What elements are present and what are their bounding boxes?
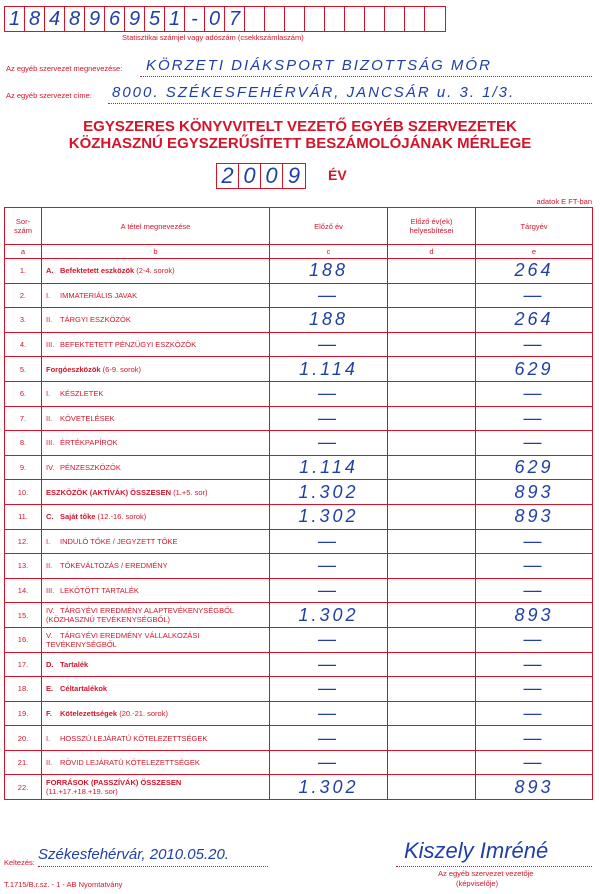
row-label-cell bbox=[42, 775, 270, 800]
row-label: FORRÁSOK (PASSZÍVÁK) ÖSSZESEN bbox=[46, 778, 182, 788]
row-label-cell bbox=[42, 259, 270, 284]
row-suffix: (20.-21. sorok) bbox=[117, 708, 168, 718]
row-prefix: II. bbox=[46, 315, 53, 325]
row-label-cell bbox=[42, 406, 270, 431]
row-number: 18. bbox=[5, 677, 42, 702]
row-prefix: IV. bbox=[46, 463, 55, 473]
stat-digit-box[interactable]: 7 bbox=[225, 7, 245, 31]
stat-digit-box[interactable] bbox=[265, 7, 285, 31]
stat-digit-box[interactable]: 9 bbox=[85, 7, 105, 31]
table-row bbox=[5, 554, 593, 579]
table-row bbox=[5, 529, 593, 554]
row-label-cell bbox=[42, 652, 270, 677]
row-number: 5. bbox=[5, 357, 42, 382]
value-cell-adj[interactable] bbox=[388, 701, 476, 726]
stat-digit-box[interactable]: 9 bbox=[125, 7, 145, 31]
row-number: 11. bbox=[5, 504, 42, 529]
row-label-cell bbox=[42, 529, 270, 554]
row-label: HOSSZÚ LEJÁRATÚ KÖTELEZETTSÉGEK bbox=[60, 733, 208, 743]
row-number: 20. bbox=[5, 726, 42, 751]
date-label: Keltezés: bbox=[4, 858, 35, 867]
row-number: 10. bbox=[5, 480, 42, 505]
table-row bbox=[5, 406, 593, 431]
value-cell-cur[interactable]: — bbox=[476, 381, 593, 406]
table-row bbox=[5, 578, 593, 603]
row-prefix: V. bbox=[46, 630, 53, 640]
table-row bbox=[5, 480, 593, 505]
row-label: KÖVETELÉSEK bbox=[60, 413, 115, 423]
value-cell-cur[interactable]: 893 bbox=[476, 480, 593, 505]
row-number: 14. bbox=[5, 578, 42, 603]
row-label: KÉSZLETEK bbox=[60, 389, 104, 399]
value-cell-cur[interactable]: 893 bbox=[476, 504, 593, 529]
value-cell-prev[interactable]: — bbox=[270, 431, 388, 456]
row-number: 7. bbox=[5, 406, 42, 431]
form-title-line1: EGYSZERES KÖNYVVITELT VEZETŐ EGYÉB SZERVEZETEK bbox=[83, 118, 517, 135]
value-cell-prev[interactable]: — bbox=[270, 750, 388, 775]
table-row bbox=[5, 726, 593, 751]
row-label-cell bbox=[42, 381, 270, 406]
header-current-year: Tárgyév bbox=[476, 208, 593, 245]
date-value[interactable]: Székesfehérvár, 2010.05.20. bbox=[38, 846, 229, 863]
value-cell-cur[interactable]: — bbox=[476, 406, 593, 431]
header-prev-year: Előző év bbox=[270, 208, 388, 245]
year-digit-box[interactable]: 0 bbox=[239, 164, 261, 188]
stat-digit-box[interactable]: 5 bbox=[145, 7, 165, 31]
value-cell-adj[interactable] bbox=[388, 578, 476, 603]
row-prefix: I. bbox=[46, 536, 51, 546]
value-cell-cur[interactable]: — bbox=[476, 726, 593, 751]
row-label: TÁRGYI ESZKÖZÖK bbox=[60, 315, 131, 325]
value-cell-adj[interactable] bbox=[388, 726, 476, 751]
letter-d: d bbox=[388, 245, 476, 259]
row-label: ESZKÖZÖK (AKTÍVÁK) ÖSSZESEN bbox=[46, 487, 172, 497]
value-cell-cur[interactable]: — bbox=[476, 554, 593, 579]
row-number: 13. bbox=[5, 554, 42, 579]
row-label-cell bbox=[42, 357, 270, 382]
stat-number-boxes[interactable] bbox=[4, 6, 446, 32]
table-row bbox=[5, 332, 593, 357]
value-cell-cur[interactable]: — bbox=[476, 283, 593, 308]
value-cell-cur[interactable]: 893 bbox=[476, 775, 593, 800]
row-label: TÁRGYÉVI EREDMÉNY VÁLLALKOZÁSI TEVÉKENYSÉGBŐL bbox=[46, 630, 200, 649]
row-number: 4. bbox=[5, 332, 42, 357]
row-label: Céltartalékok bbox=[60, 684, 108, 694]
stat-digit-box[interactable]: 1 bbox=[5, 7, 25, 31]
value-cell-adj[interactable] bbox=[388, 406, 476, 431]
row-label: INDULÓ TŐKE / JEGYZETT TŐKE bbox=[60, 536, 178, 546]
row-prefix: I. bbox=[46, 290, 51, 300]
table-row bbox=[5, 455, 593, 480]
value-cell-prev[interactable]: 188 bbox=[270, 259, 388, 284]
row-number: 12. bbox=[5, 529, 42, 554]
row-label: Befektetett eszközök bbox=[60, 266, 135, 276]
letter-a: a bbox=[5, 245, 42, 259]
row-prefix: III. bbox=[46, 586, 55, 596]
row-label-cell bbox=[42, 332, 270, 357]
value-cell-cur[interactable]: 893 bbox=[476, 603, 593, 628]
row-suffix: (6-9. sorok) bbox=[100, 364, 142, 374]
value-cell-adj[interactable] bbox=[388, 480, 476, 505]
row-prefix: III. bbox=[46, 438, 55, 448]
row-prefix: II. bbox=[46, 413, 53, 423]
table-row bbox=[5, 381, 593, 406]
table-body bbox=[5, 259, 593, 800]
value-cell-adj[interactable] bbox=[388, 357, 476, 382]
table-row bbox=[5, 259, 593, 284]
row-label: RÖVID LEJÁRATÚ KÖTELEZETTSÉGEK bbox=[60, 758, 200, 768]
value-cell-cur[interactable]: 629 bbox=[476, 455, 593, 480]
row-prefix: II. bbox=[46, 561, 53, 571]
year-digit-box[interactable]: 0 bbox=[261, 164, 283, 188]
value-cell-cur[interactable]: — bbox=[476, 529, 593, 554]
date-underline bbox=[38, 866, 268, 867]
row-number: 8. bbox=[5, 431, 42, 456]
table-row bbox=[5, 775, 593, 800]
value-cell-prev[interactable]: 1.302 bbox=[270, 603, 388, 628]
row-label: TÁRGYÉVI EREDMÉNY ALAPTEVÉKENYSÉGBŐL (KÖZHASZNÚ TEVÉKENYSÉGBŐL) bbox=[46, 606, 234, 625]
header-sorszam: Sor- szám bbox=[5, 208, 42, 245]
row-prefix: III. bbox=[46, 340, 55, 350]
row-label-cell bbox=[42, 603, 270, 628]
value-cell-cur[interactable]: — bbox=[476, 332, 593, 357]
value-cell-prev[interactable]: — bbox=[270, 677, 388, 702]
signature-caption-2: (képviselője) bbox=[456, 879, 499, 888]
value-cell-adj[interactable] bbox=[388, 775, 476, 800]
stat-digit-box[interactable]: 1 bbox=[165, 7, 185, 31]
year-boxes[interactable] bbox=[216, 163, 306, 189]
letter-e: e bbox=[476, 245, 593, 259]
row-label-cell bbox=[42, 750, 270, 775]
stat-number-caption: Statisztikai számjel vagy adószám (csekkszámlaszám) bbox=[122, 33, 304, 42]
signature-caption: Az egyéb szervezet vezetője bbox=[438, 869, 534, 878]
table-header-row bbox=[5, 208, 593, 245]
row-prefix: E. bbox=[46, 684, 54, 694]
row-label: BEFEKTETETT PÉNZÜGYI ESZKÖZÖK bbox=[60, 340, 197, 350]
value-cell-prev[interactable]: 1.302 bbox=[270, 775, 388, 800]
row-prefix: A. bbox=[46, 266, 54, 276]
row-number: 19. bbox=[5, 701, 42, 726]
stat-digit-box[interactable] bbox=[285, 7, 305, 31]
table-row bbox=[5, 357, 593, 382]
value-cell-adj[interactable] bbox=[388, 750, 476, 775]
stat-digit-box[interactable] bbox=[365, 7, 385, 31]
stat-digit-box[interactable]: 4 bbox=[45, 7, 65, 31]
row-number: 21. bbox=[5, 750, 42, 775]
table-row bbox=[5, 504, 593, 529]
value-cell-cur[interactable]: — bbox=[476, 431, 593, 456]
year-digit-box[interactable]: 2 bbox=[217, 164, 239, 188]
value-cell-cur[interactable]: — bbox=[476, 652, 593, 677]
row-label: Saját tőke bbox=[60, 512, 96, 522]
row-suffix: (12.-16. sorok) bbox=[95, 512, 147, 522]
row-prefix: C. bbox=[46, 512, 54, 522]
table-row bbox=[5, 431, 593, 456]
table-row bbox=[5, 677, 593, 702]
row-label-cell bbox=[42, 726, 270, 751]
row-label-cell bbox=[42, 578, 270, 603]
value-cell-prev[interactable]: — bbox=[270, 406, 388, 431]
value-cell-prev[interactable]: 1.302 bbox=[270, 504, 388, 529]
value-cell-prev[interactable]: — bbox=[270, 554, 388, 579]
value-cell-prev[interactable]: — bbox=[270, 726, 388, 751]
row-number: 1. bbox=[5, 259, 42, 284]
stat-digit-box[interactable]: 6 bbox=[105, 7, 125, 31]
value-cell-cur[interactable]: — bbox=[476, 627, 593, 652]
org-name-underline bbox=[140, 76, 592, 77]
org-name-label: Az egyéb szervezet megnevezése: bbox=[6, 64, 123, 73]
signature[interactable]: Kiszely Imréné bbox=[404, 838, 549, 863]
row-prefix: II. bbox=[46, 758, 53, 768]
row-label-cell bbox=[42, 504, 270, 529]
value-cell-adj[interactable] bbox=[388, 652, 476, 677]
letter-c: c bbox=[270, 245, 388, 259]
value-cell-prev[interactable]: — bbox=[270, 332, 388, 357]
row-label-cell bbox=[42, 701, 270, 726]
value-cell-adj[interactable] bbox=[388, 381, 476, 406]
value-cell-adj[interactable] bbox=[388, 627, 476, 652]
org-address-label: Az egyéb szervezet címe: bbox=[6, 91, 92, 100]
stat-digit-box[interactable]: 8 bbox=[65, 7, 85, 31]
row-label-cell bbox=[42, 677, 270, 702]
value-cell-adj[interactable] bbox=[388, 554, 476, 579]
row-number: 9. bbox=[5, 455, 42, 480]
stat-digit-box[interactable] bbox=[245, 7, 265, 31]
value-cell-adj[interactable] bbox=[388, 308, 476, 333]
row-prefix: I. bbox=[46, 733, 51, 743]
row-label-cell bbox=[42, 283, 270, 308]
value-cell-adj[interactable] bbox=[388, 332, 476, 357]
row-label: ÉRTÉKPAPÍROK bbox=[60, 438, 118, 448]
table-row bbox=[5, 652, 593, 677]
row-number: 3. bbox=[5, 308, 42, 333]
header-prev-adjust: Előző év(ek) helyesbítései bbox=[388, 208, 476, 245]
table-row bbox=[5, 603, 593, 628]
row-label: LEKÖTÖTT TARTALÉK bbox=[60, 586, 139, 596]
value-cell-prev[interactable]: — bbox=[270, 627, 388, 652]
value-cell-prev[interactable]: — bbox=[270, 283, 388, 308]
org-name-value[interactable]: KÖRZETI DIÁKSPORT BIZOTTSÁG MÓR bbox=[146, 57, 492, 74]
row-label-cell bbox=[42, 554, 270, 579]
row-label-cell bbox=[42, 627, 270, 652]
value-cell-cur[interactable]: 264 bbox=[476, 259, 593, 284]
row-number: 16. bbox=[5, 627, 42, 652]
stat-digit-box[interactable]: 0 bbox=[205, 7, 225, 31]
value-cell-prev[interactable]: 1.114 bbox=[270, 357, 388, 382]
stat-digit-box[interactable]: - bbox=[185, 7, 205, 31]
value-cell-adj[interactable] bbox=[388, 455, 476, 480]
value-cell-prev[interactable]: 1.302 bbox=[270, 480, 388, 505]
value-cell-cur[interactable]: — bbox=[476, 578, 593, 603]
stat-digit-box[interactable]: 8 bbox=[25, 7, 45, 31]
org-address-value[interactable]: 8000. SZÉKESFEHÉRVÁR, JANCSÁR u. 3. 1/3. bbox=[112, 84, 516, 101]
row-number: 17. bbox=[5, 652, 42, 677]
letter-b: b bbox=[42, 245, 270, 259]
value-cell-adj[interactable] bbox=[388, 603, 476, 628]
year-label: ÉV bbox=[328, 167, 347, 183]
row-label: IMMATERIÁLIS JAVAK bbox=[60, 290, 138, 300]
value-cell-cur[interactable]: — bbox=[476, 677, 593, 702]
row-number: 2. bbox=[5, 283, 42, 308]
year-digit-box[interactable]: 9 bbox=[287, 163, 301, 188]
org-address-underline bbox=[108, 103, 592, 104]
balance-sheet-table bbox=[4, 207, 593, 800]
value-cell-prev[interactable]: — bbox=[270, 701, 388, 726]
row-suffix: (1.+5. sor) bbox=[171, 487, 208, 497]
row-label-cell bbox=[42, 480, 270, 505]
table-row bbox=[5, 701, 593, 726]
form-code: T.1715/B.r.sz. - 1 - AB Nyomtatvány bbox=[4, 880, 123, 889]
row-prefix: I. bbox=[46, 389, 51, 399]
row-prefix: IV. bbox=[46, 606, 55, 616]
value-cell-adj[interactable] bbox=[388, 677, 476, 702]
value-cell-adj[interactable] bbox=[388, 259, 476, 284]
row-label-cell bbox=[42, 308, 270, 333]
table-row bbox=[5, 627, 593, 652]
value-cell-cur[interactable]: — bbox=[476, 701, 593, 726]
row-label: PÉNZESZKÖZÖK bbox=[60, 463, 121, 473]
value-cell-prev[interactable]: — bbox=[270, 652, 388, 677]
form-title-line2: KÖZHASZNÚ EGYSZERŰSÍTETT BESZÁMOLÓJÁNAK MÉRLEGE bbox=[68, 135, 532, 152]
signature-underline bbox=[396, 866, 592, 867]
value-cell-adj[interactable] bbox=[388, 283, 476, 308]
stat-digit-box[interactable] bbox=[385, 7, 405, 31]
value-cell-prev[interactable]: — bbox=[270, 578, 388, 603]
value-cell-adj[interactable] bbox=[388, 529, 476, 554]
table-row bbox=[5, 750, 593, 775]
value-cell-adj[interactable] bbox=[388, 504, 476, 529]
value-cell-cur[interactable]: — bbox=[476, 750, 593, 775]
table-letter-row bbox=[5, 245, 593, 259]
row-number: 22. bbox=[5, 775, 42, 800]
row-label: Forgóeszközök bbox=[46, 364, 101, 374]
stat-digit-box[interactable] bbox=[425, 7, 445, 31]
row-number: 6. bbox=[5, 381, 42, 406]
row-prefix: F. bbox=[46, 708, 52, 718]
row-label-cell bbox=[42, 431, 270, 456]
stat-digit-box[interactable] bbox=[345, 7, 365, 31]
table-row bbox=[5, 283, 593, 308]
table-row bbox=[5, 308, 593, 333]
value-cell-cur[interactable]: 629 bbox=[476, 357, 593, 382]
row-label: TŐKEVÁLTOZÁS / EREDMÉNY bbox=[60, 561, 168, 571]
stat-digit-box[interactable] bbox=[405, 7, 425, 31]
row-label: Kötelezettségek bbox=[60, 708, 118, 718]
value-cell-prev[interactable]: 1.114 bbox=[270, 455, 388, 480]
row-suffix: (2-4. sorok) bbox=[134, 266, 175, 276]
row-prefix: D. bbox=[46, 659, 54, 669]
row-number: 15. bbox=[5, 603, 42, 628]
row-label-cell bbox=[42, 455, 270, 480]
value-cell-prev[interactable]: — bbox=[270, 529, 388, 554]
row-suffix: (11.+17.+18.+19. sor) bbox=[46, 787, 118, 797]
value-cell-cur[interactable]: 264 bbox=[476, 308, 593, 333]
stat-digit-box[interactable] bbox=[325, 7, 345, 31]
value-cell-prev[interactable]: 188 bbox=[270, 308, 388, 333]
units-note: adatok E FT-ban bbox=[536, 197, 592, 206]
header-item-name: A tétel megnevezése bbox=[42, 208, 270, 245]
stat-digit-box[interactable] bbox=[305, 7, 325, 31]
row-label: Tartalék bbox=[60, 659, 89, 669]
value-cell-adj[interactable] bbox=[388, 431, 476, 456]
value-cell-prev[interactable]: — bbox=[270, 381, 388, 406]
